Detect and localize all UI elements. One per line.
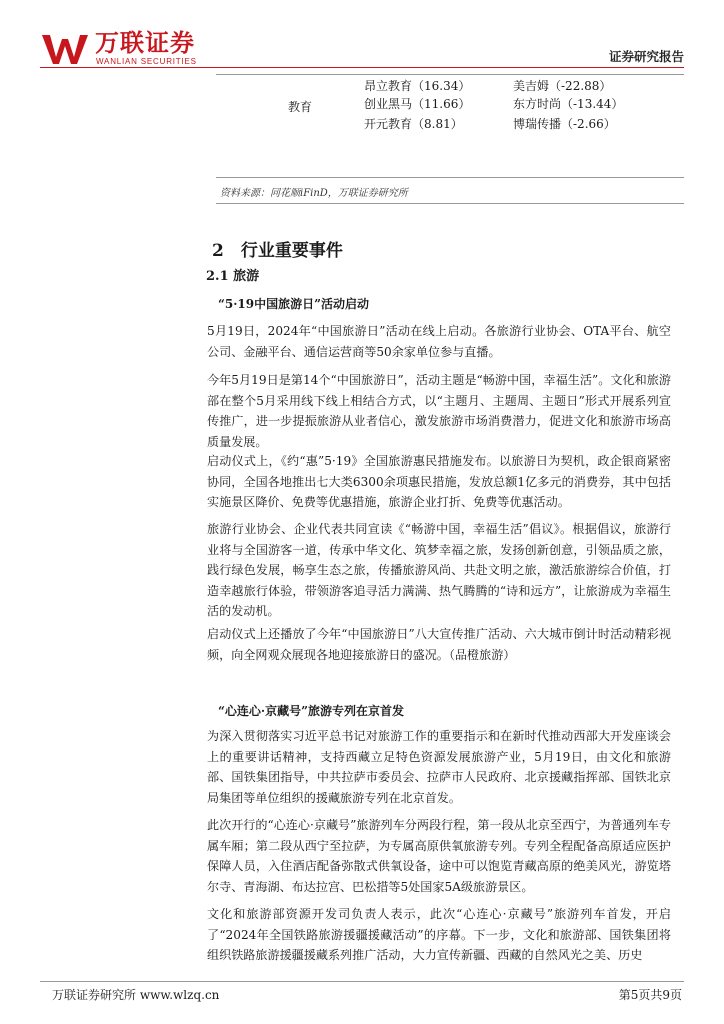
table-top-border bbox=[216, 74, 684, 75]
body-paragraph: 启动仪式上还播放了今年“中国旅游日”八大宣传推广活动、六大城市倒计时活动精彩视频，向全网观众展现各地迎接旅游日的盛况。（品橙旅游） bbox=[207, 627, 671, 662]
body-paragraph: 今年5月19日是第14个“中国旅游日”，活动主题是“畅游中国，幸福生活”。文化和旅游部在整个5月采用线下线上相结合方式，以“主题月、主题周、主题日”形式开展系列宣传推广，进一步提振旅游从业者信心，激发旅游市场消费潜力，促进文化和旅游市场高质量发展。 bbox=[207, 373, 671, 449]
body-paragraph: 5月19日，2024年“中国旅游日”活动在线上启动。各旅游行业协会、OTA平台、航空公司、金融平台、通信运营商等50余家单位参与直播。 bbox=[207, 324, 671, 359]
body-paragraph: 为深入贯彻落实习近平总书记对旅游工作的重要指示和在新时代推动西部大开发座谈会上的重要讲话精神，支持西藏立足特色资源发展旅游产业，5月19日，由文化和旅游部、国铁集团指导，中共拉萨市委员会、拉萨市人民政府、北京援藏指挥部、国铁北京局集团等单位组织的援藏旅游专列在北京首发。 bbox=[207, 729, 671, 805]
table-cell-gainer: 开元教育（8.81） bbox=[364, 117, 463, 131]
body-paragraph: 启动仪式上，《约“惠”5·19》全国旅游惠民措施发布。以旅游日为契机，政企银商紧密协同，全国各地推出七大类6300余项惠民措施，发放总额1亿多元的消费券，其中包括实施景区降价、免费等优惠措施，旅游企业打折、免费等优惠活动。 bbox=[207, 454, 671, 509]
table-cell-loser: 东方时尚（-13.44） bbox=[513, 97, 624, 111]
logo-wordmark-cn: 万联证券 bbox=[95, 29, 195, 57]
table-cell-gainer: 创业黑马（11.66） bbox=[364, 97, 471, 111]
table-bottom-border bbox=[216, 177, 684, 178]
section-heading: 2 行业重要事件 bbox=[212, 241, 343, 261]
page-number: 第5页共9页 bbox=[618, 988, 682, 1002]
body-paragraph: 文化和旅游部资源开发司负责人表示，此次“心连心·京藏号”旅游列车首发，开启了“2024年全国铁路旅游援疆援藏活动”的序幕。下一步，文化和旅游部、国铁集团将组织铁路旅游援疆援藏系列推广活动，大力宣传新疆、西藏的自然风光之美、历史 bbox=[207, 907, 671, 962]
table-cell-loser: 博瑞传播（-2.66） bbox=[513, 117, 616, 131]
footer-divider bbox=[40, 981, 684, 982]
table-cell-gainer: 昂立教育（16.34） bbox=[364, 79, 471, 93]
event-title: “心连心·京藏号”旅游专列在京首发 bbox=[218, 704, 404, 718]
table-cell-loser: 美吉姆（-22.88） bbox=[513, 79, 612, 93]
subsection-heading: 2.1 旅游 bbox=[206, 269, 260, 284]
body-paragraph: 此次开行的“心连心·京藏号”旅游列车分两段行程，第一段从北京至西宁，为普通列车专属车厢；第二段从西宁至拉萨，为专属高原供氧旅游专列。专列全程配备高原适应医护保障人员，入住酒店配备弥散式供氧设备，途中可以饱览青藏高原的绝美风光，游览塔尔寺、青海湖、布达拉宫、巴松措等5处国家5A级旅游景区。 bbox=[207, 818, 671, 894]
source-divider bbox=[216, 203, 684, 204]
body-paragraph: 旅游行业协会、企业代表共同宣读《“畅游中国，幸福生活”倡议》。根据倡议，旅游行业将与全国游客一道，传承中华文化、筑梦幸福之旅，发扬创新创意，引领品质之旅，践行绿色发展，畅享生态之旅，传播旅游风尚、共赴文明之旅，激活旅游综合价值，打造幸越旅行体验，带领游客追寻活力满满、热气腾腾的“诗和远方”，让旅游成为幸福生活的发动机。 bbox=[207, 522, 671, 618]
logo-wordmark-en: WANLIAN SECURITIES bbox=[96, 57, 197, 66]
table-source-note: 资料来源：同花顺iFinD，万联证券研究所 bbox=[220, 188, 408, 199]
footer-brand: 万联证券研究所 www.wlzq.cn bbox=[52, 988, 220, 1002]
header-divider bbox=[40, 67, 684, 68]
event-title: “5·19中国旅游日”活动启动 bbox=[218, 297, 370, 311]
table-category-cell: 教育 bbox=[288, 100, 313, 114]
report-type-label: 证券研究报告 bbox=[608, 49, 684, 64]
wanlian-logo-icon bbox=[42, 33, 90, 65]
